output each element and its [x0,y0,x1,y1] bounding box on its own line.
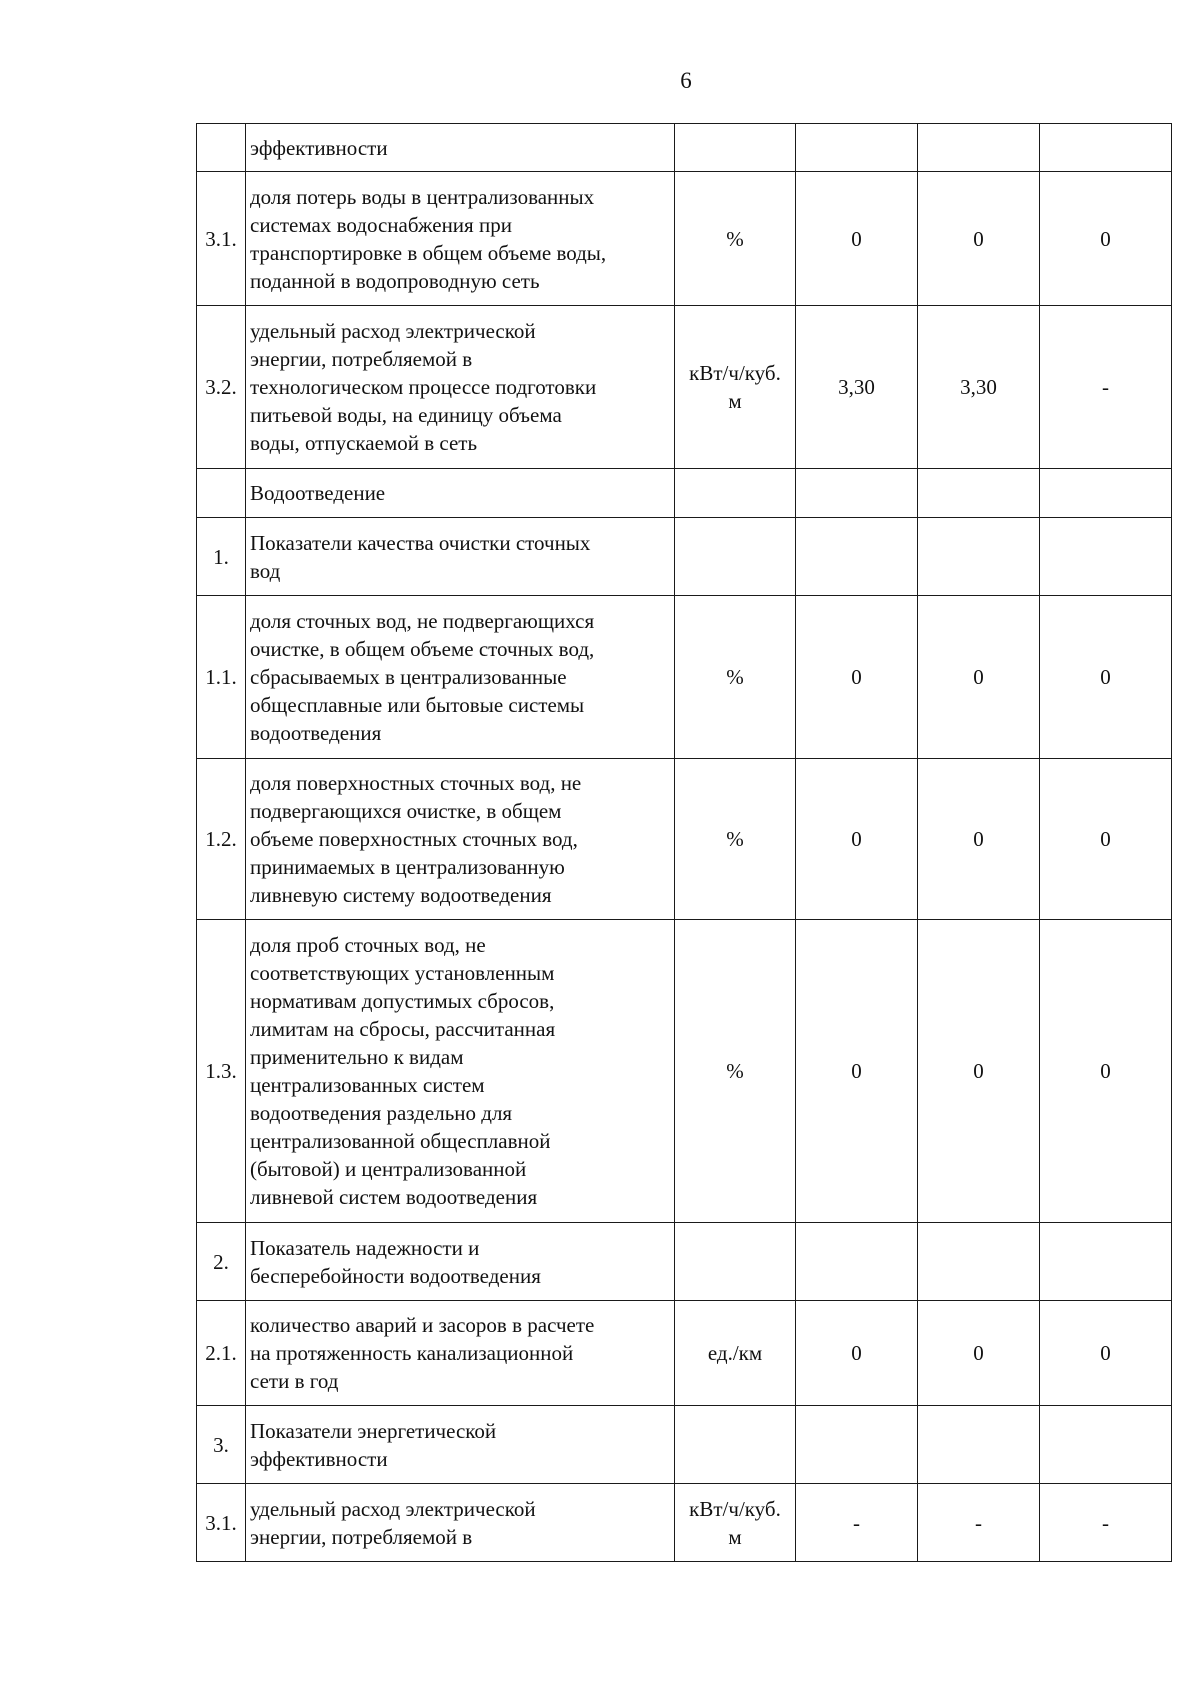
row-number: 1. [213,544,229,569]
value-1-cell [796,124,918,172]
table-row [197,920,1172,1223]
value-3-cell [1040,1484,1172,1562]
unit-cell-cell [675,306,796,469]
unit-cell: % [726,665,744,689]
unit-cell-cell [675,1301,796,1406]
row-number-cell [197,759,246,920]
row-number-cell [197,172,246,306]
indicator-name-cell [246,1223,675,1301]
indicator-name: количество аварий и засоров в расчете на протяженность канализационной сети в год [250,1313,595,1393]
value-1-cell [796,1484,918,1562]
value-1-cell [796,306,918,469]
indicator-name-cell [246,124,675,172]
row-number: 1.3. [205,1059,237,1083]
row-number-cell [197,1406,246,1484]
value-3-cell [1040,1406,1172,1484]
value-2-cell [918,172,1040,306]
value-3-cell [1040,759,1172,920]
value-1: 0 [851,665,862,689]
row-number-cell [197,1223,246,1301]
row-number: 2.1. [205,1341,237,1365]
table-row [197,1223,1172,1301]
indicator-name-cell [246,1406,675,1484]
page-number: 6 [680,68,692,93]
indicator-name: Водоотведение [250,481,386,505]
unit-cell-cell [675,124,796,172]
unit-cell: кВт/ч/куб. м [689,1496,781,1549]
value-2-cell [918,1301,1040,1406]
table-row [197,124,1172,172]
value-2-cell [918,596,1040,759]
indicator-name: доля потерь воды в централизованных системах водоснабжения при транспортировке в общем объеме воды, поданной в водопроводную сеть [250,184,607,293]
value-3: 0 [1100,1059,1111,1083]
row-number-cell [197,1301,246,1406]
indicators-table [196,123,1172,1562]
value-3: 0 [1100,827,1111,851]
row-number-cell [197,124,246,172]
value-2-cell [918,469,1040,518]
indicator-name-cell [246,469,675,518]
table-row [197,1301,1172,1406]
value-2-cell [918,1484,1040,1562]
table-row [197,596,1172,759]
indicator-name-cell [246,306,675,469]
indicator-name-cell [246,920,675,1223]
row-number-cell [197,306,246,469]
row-number-cell [197,920,246,1223]
indicator-name: Показатели энергетической эффективности [250,1418,497,1471]
indicator-name-cell [246,1484,675,1562]
value-3-cell [1040,1223,1172,1301]
value-3: - [1102,375,1109,399]
value-2: 3,30 [960,375,997,399]
row-number: 3. [213,1432,229,1457]
unit-cell-cell [675,920,796,1223]
value-3: - [1102,1510,1109,1535]
value-2: 0 [973,1059,984,1083]
row-number: 1.1. [205,665,237,689]
row-number: 3.1. [205,1510,237,1535]
unit-cell-cell [675,518,796,596]
value-1-cell [796,920,918,1223]
row-number-cell [197,518,246,596]
table-row [197,172,1172,306]
table-row [197,469,1172,518]
unit-cell-cell [675,1484,796,1562]
value-3-cell [1040,306,1172,469]
value-1-cell [796,1301,918,1406]
unit-cell: кВт/ч/куб. м [689,361,781,413]
value-1: 3,30 [838,375,875,399]
indicator-name: доля поверхностных сточных вод, не подвергающихся очистке, в общем объеме поверхностных сточных вод, принимаемых в централизованную ливневую систему водоотведения [250,771,582,907]
row-number: 3.2. [205,375,237,399]
value-2: 0 [973,1341,984,1365]
row-number-cell [197,1484,246,1562]
value-2-cell [918,306,1040,469]
indicator-name-cell [246,596,675,759]
unit-cell: % [726,827,744,851]
value-2-cell [918,518,1040,596]
indicator-name-cell [246,172,675,306]
value-1: 0 [851,1059,862,1083]
value-1: 0 [851,1341,862,1365]
indicator-name: удельный расход электрической энергии, потребляемой в [250,1496,536,1549]
value-3-cell [1040,596,1172,759]
value-3-cell [1040,518,1172,596]
value-3-cell [1040,469,1172,518]
unit-cell-cell [675,1406,796,1484]
row-number-cell [197,596,246,759]
row-number: 1.2. [205,827,237,851]
value-3-cell [1040,172,1172,306]
indicator-name-cell [246,1301,675,1406]
indicator-name-cell [246,518,675,596]
unit-cell-cell [675,469,796,518]
row-number: 2. [213,1249,229,1274]
indicator-name: доля сточных вод, не подвергающихся очистке, в общем объеме сточных вод, сбрасываемых в централизованные общесплавные или бытовые системы водоотведения [250,609,595,745]
indicator-name: Показатель надежности и бесперебойности водоотведения [250,1235,541,1288]
indicator-name: доля проб сточных вод, не соответствующих установленным нормативам допустимых сбросов, лимитам на сбросы, рассчитанная применительно к видам централизованных систем водоотведения раздельно для централизованной общесплавной (бытовой) и централизованной ливневой систем водоотведения [250,933,556,1209]
indicator-name: Показатели качества очистки сточных вод [250,530,591,583]
table-row [197,306,1172,469]
unit-cell-cell [675,759,796,920]
row-number: 3.1. [205,226,237,251]
value-2: 0 [973,665,984,689]
unit-cell-cell [675,172,796,306]
table-row [197,1484,1172,1562]
value-2-cell [918,1406,1040,1484]
value-2: - [975,1510,982,1535]
unit-cell: % [726,226,744,251]
unit-cell-cell [675,596,796,759]
value-1-cell [796,596,918,759]
value-1-cell [796,172,918,306]
value-3: 0 [1100,665,1111,689]
indicator-name: эффективности [250,135,388,160]
value-2: 0 [973,827,984,851]
unit-cell: % [726,1059,744,1083]
table-row [197,518,1172,596]
value-2-cell [918,759,1040,920]
value-1-cell [796,759,918,920]
table-row [197,1406,1172,1484]
value-1-cell [796,1223,918,1301]
value-3-cell [1040,920,1172,1223]
indicator-name-cell [246,759,675,920]
value-3: 0 [1100,226,1111,251]
value-2-cell [918,124,1040,172]
value-1: - [853,1510,860,1535]
value-1: 0 [851,226,862,251]
value-3-cell [1040,124,1172,172]
row-number-cell [197,469,246,518]
value-3: 0 [1100,1341,1111,1365]
table-row [197,759,1172,920]
value-1-cell [796,1406,918,1484]
indicator-name: удельный расход электрической энергии, потребляемой в технологическом процессе подготовки питьевой воды, на единицу объема воды, отпускаемой в сеть [250,319,597,455]
value-3-cell [1040,1301,1172,1406]
value-2-cell [918,920,1040,1223]
unit-cell-cell [675,1223,796,1301]
value-1-cell [796,469,918,518]
indicators-table-body [197,124,1172,1562]
value-2: 0 [973,226,984,251]
value-2-cell [918,1223,1040,1301]
value-1-cell [796,518,918,596]
value-1: 0 [851,827,862,851]
unit-cell: ед./км [707,1341,763,1365]
